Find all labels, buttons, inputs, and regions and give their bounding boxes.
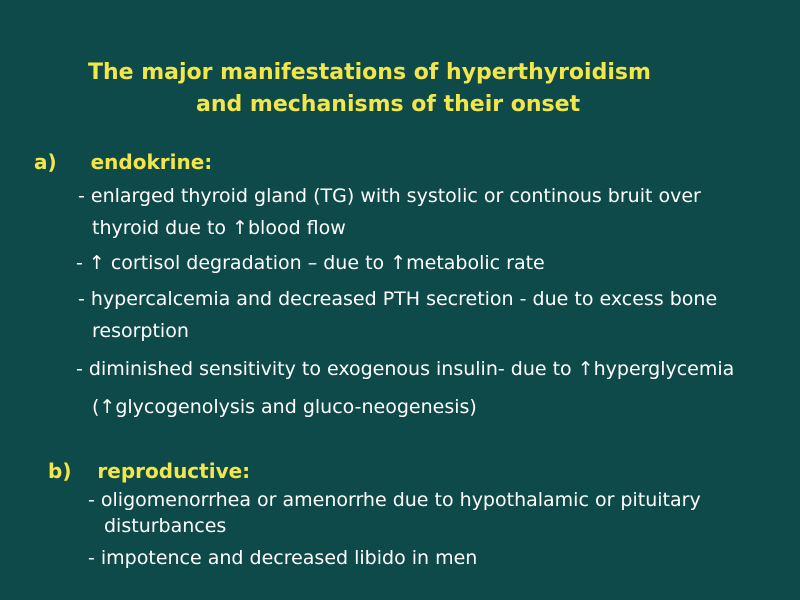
section-marker: b) xyxy=(48,459,72,483)
section-heading-reproductive xyxy=(48,459,250,483)
list-item-continuation: thyroid due to ↑blood flow xyxy=(92,217,346,239)
list-item: - enlarged thyroid gland (TG) with systolic or continous bruit over xyxy=(78,185,701,207)
list-item: - hypercalcemia and decreased PTH secretion - due to excess bone xyxy=(78,288,718,310)
title-line-2: and mechanisms of their onset xyxy=(196,92,581,117)
section-label: endokrine: xyxy=(90,150,213,174)
list-item: - diminished sensitivity to exogenous insulin- due to ↑hyperglycemia xyxy=(76,358,735,380)
section-marker: a) xyxy=(34,150,57,174)
list-item: - ↑ cortisol degradation – due to ↑metabolic rate xyxy=(76,252,545,274)
section-label: reproductive: xyxy=(97,459,251,483)
title-line-1: The major manifestations of hyperthyroidism xyxy=(88,60,651,85)
section-heading-endocrine xyxy=(34,150,212,174)
list-item: - oligomenorrhea or amenorrhe due to hypothalamic or pituitary xyxy=(88,489,701,511)
list-item: - impotence and decreased libido in men xyxy=(88,547,478,569)
list-item-continuation: resorption xyxy=(92,320,189,342)
list-item-continuation: (↑glycogenolysis and gluco-neogenesis) xyxy=(92,396,477,418)
list-item-continuation: disturbances xyxy=(104,515,227,537)
